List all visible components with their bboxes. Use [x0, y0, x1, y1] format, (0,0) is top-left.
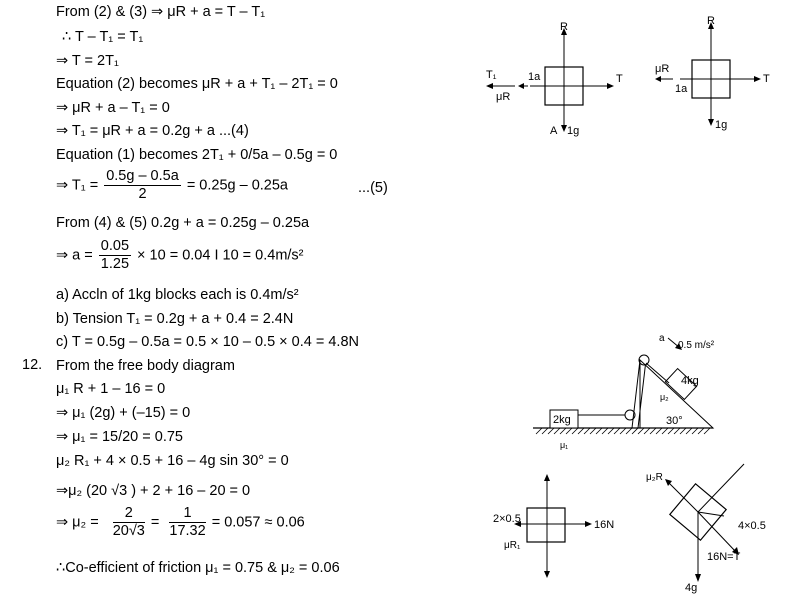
eqa-denominator: 1.25 [100, 256, 130, 272]
label-2kg: 2kg [553, 414, 571, 426]
tension-line [698, 512, 736, 552]
q12-line-2: μ₁ R + 1 – 16 = 0 [56, 381, 166, 397]
label-A: A [550, 125, 558, 137]
fbd-1kg-block-1 [470, 10, 640, 140]
eqa-rhs: × 10 = 0.04 I 10 = 0.4m/s² [137, 247, 304, 264]
text-line-6: ⇒ T₁ = μR + a = 0.2g + a ...(4) [56, 123, 249, 139]
ground-hatching [536, 428, 710, 434]
label-4kg: 4kg [681, 375, 699, 387]
label-1a: 1a [675, 83, 688, 95]
arrow-right-icon [585, 521, 592, 527]
text-line-7: Equation (1) becomes 2T₁ + 0/5a – 0.5g = 0 [56, 147, 338, 163]
text-line-45: From (4) & (5) 0.2g + a = 0.25g – 0.25a [56, 215, 310, 231]
label-1g: 1g [715, 119, 728, 131]
q12-line-4: ⇒ μ₁ = 15/20 = 0.75 [56, 429, 183, 445]
label-muR1: μR₁ [504, 540, 521, 551]
q12-line-3: ⇒ μ₁ (2g) + (–15) = 0 [56, 405, 191, 421]
fbd-2kg-block [490, 470, 630, 580]
eqa-lhs: ⇒ a = [56, 247, 93, 264]
arrow-right-icon [754, 76, 761, 82]
answer-c: c) T = 0.5g – 0.5a = 0.5 × 10 – 0.5 × 0.4 = 4.8N [56, 334, 359, 350]
label-T1: T₁ [486, 69, 497, 81]
eqa-numerator: 0.05 [100, 238, 130, 254]
mu2-denominator-1: 20√3 [112, 523, 145, 539]
eq5-denominator: 2 [138, 186, 147, 202]
eq5-lhs: ⇒ T₁ = [56, 177, 99, 194]
label-1a: 1a [528, 71, 541, 83]
fbd-1kg-block-2 [645, 10, 780, 140]
q12-line-6: ⇒μ₂ (20 √3 ) + 2 + 16 – 20 = 0 [56, 483, 251, 499]
string-incline [646, 363, 669, 383]
label-T: T [763, 73, 770, 85]
label-2x05: 2×0.5 [493, 513, 521, 525]
mu2-rhs: = 0.057 ≈ 0.06 [211, 514, 305, 531]
question-number: 12. [22, 357, 43, 373]
incline-pulley-diagram [528, 330, 743, 455]
label-4g: 4g [685, 582, 698, 594]
text-line-2: ∴ T – T₁ = T₁ [62, 29, 144, 45]
answer-b: b) Tension T₁ = 0.2g + a + 0.4 = 2.4N [56, 311, 294, 327]
mu2-fraction-1 [113, 505, 145, 540]
label-16N: 16N [594, 519, 615, 531]
q12-line-1: From the free body diagram [56, 358, 235, 374]
label-T: T [616, 73, 623, 85]
equation-a [56, 238, 304, 273]
block-square [527, 508, 565, 542]
equation-5 [56, 168, 288, 203]
conclusion-line: ∴Co-efficient of friction μ₁ = 0.75 & μ₂ = 0.06 [56, 560, 340, 576]
label-30deg: 30° [666, 415, 683, 427]
label-R: R [707, 15, 715, 27]
mu2-numerator-2: 1 [169, 505, 205, 523]
arrow-left-small-icon [518, 83, 524, 89]
eq5-tag: ...(5) [358, 180, 388, 196]
mu2-denominator-2: 17.32 [169, 523, 206, 539]
label-1g: 1g [567, 125, 580, 137]
arrow-down-icon [544, 571, 550, 578]
eq5-fraction [104, 168, 181, 203]
q12-line-5: μ₂ R₁ + 4 × 0.5 + 16 – 4g sin 30° = 0 [56, 453, 289, 469]
arrow-up-icon [544, 474, 550, 481]
text-line-5: ⇒ μR + a – T₁ = 0 [56, 100, 170, 116]
text-line-1: From (2) & (3) ⇒ μR + a = T – T₁ [56, 4, 266, 20]
arrow-left-icon [655, 76, 661, 82]
label-muR: μR [496, 91, 511, 103]
eq5-rhs: = 0.25g – 0.25a [186, 177, 289, 194]
text-line-3: ⇒ T = 2T₁ [56, 53, 119, 69]
arrow-down-icon [708, 119, 714, 126]
eq5-numerator: 0.5g – 0.5a [106, 168, 179, 184]
mu2-fraction-2 [169, 505, 205, 540]
answer-a: a) Accln of 1kg blocks each is 0.4m/s² [56, 287, 299, 303]
label-16N-T: 16N=T [707, 551, 741, 563]
text-line-4: Equation (2) becomes μR + a + T₁ – 2T₁ = 0 [56, 76, 338, 92]
label-mu2R: μ₂R [646, 472, 663, 483]
label-4x05: 4×0.5 [738, 520, 766, 532]
mu2-lhs: ⇒ μ₂ = [56, 514, 99, 531]
equation-mu2 [56, 505, 305, 540]
label-mu2: μ₂ [660, 392, 669, 402]
arrow-right-icon [607, 83, 614, 89]
fbd-4kg-block [640, 460, 785, 595]
equals-sign: = [150, 514, 160, 531]
mu2-numerator-1: 2 [113, 505, 145, 523]
arrow-down-icon [695, 574, 701, 582]
label-muR: μR [655, 63, 670, 75]
arrow-left-icon [486, 83, 493, 89]
label-mu1: μ₁ [560, 440, 569, 450]
eqa-fraction [99, 238, 131, 273]
label-accel: 0.5 m/s² [678, 340, 715, 351]
label-a: a [659, 333, 665, 344]
label-R: R [560, 21, 568, 33]
